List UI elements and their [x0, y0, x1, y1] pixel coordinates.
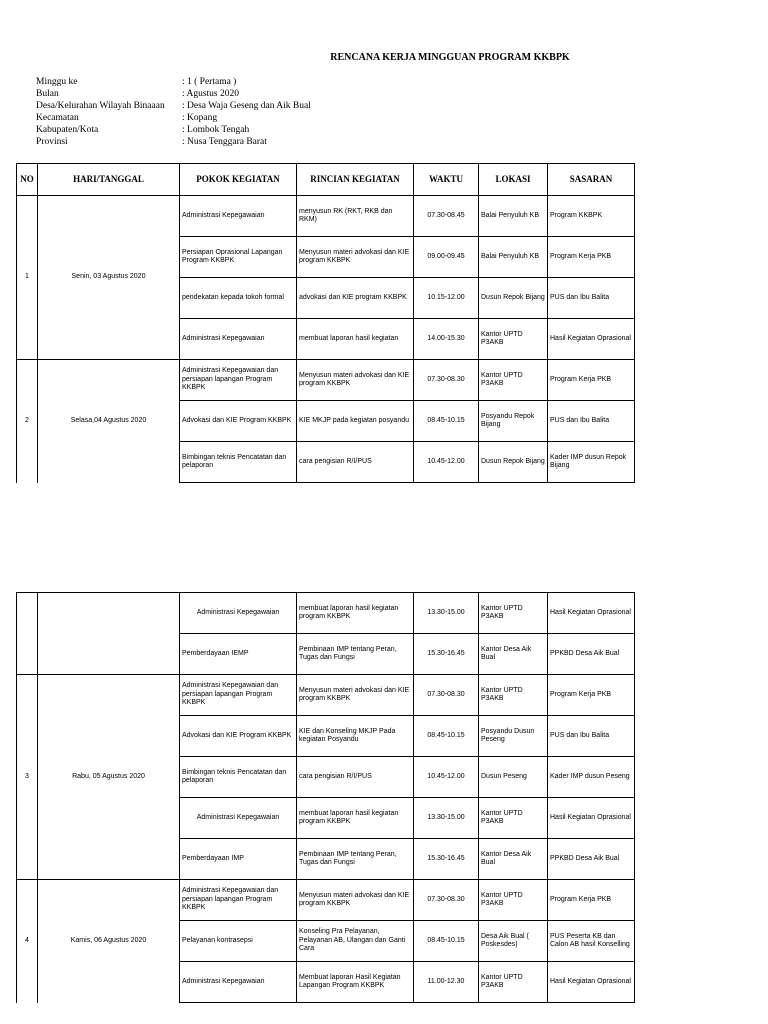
lokasi-cell: Kantor UPTD P3AKB [479, 319, 548, 360]
rincian-cell: Membuat laporan Hasil Kegiatan Lapangan Program KKBPK [297, 962, 414, 1003]
schedule-table-continued [16, 592, 635, 1003]
lokasi-cell: Balai Penyuluh KB [479, 196, 548, 237]
row-number: 3 [17, 675, 38, 880]
page-title: RENCANA KERJA MINGGUAN PROGRAM KKBPK [330, 52, 570, 63]
rincian-cell: Pembinaan IMP tentang Peran, Tugas dan Fungsi [297, 634, 414, 675]
info-row [36, 112, 311, 124]
table-row [17, 360, 635, 401]
row-number-empty [17, 593, 38, 675]
row-number: 4 [17, 880, 38, 1003]
header-pokok-kegiatan: POKOK KEGIATAN [180, 164, 297, 196]
waktu-cell: 07.30-08.30 [414, 675, 479, 716]
lokasi-cell: Kantor UPTD P3AKB [479, 962, 548, 1003]
info-block [36, 76, 311, 148]
rincian-cell: membuat laporan hasil kegiatan program KKBPK [297, 593, 414, 634]
sasaran-cell: PUS dan Ibu Balita [548, 716, 635, 757]
pokok-cell: Advokasi dan KIE Program KKBPK [180, 401, 297, 442]
info-row [36, 100, 311, 112]
info-value: : Nusa Tenggara Barat [182, 137, 267, 147]
lokasi-cell: Desa Aik Bual ( Poskesdes) [479, 921, 548, 962]
schedule-table [16, 163, 635, 483]
pokok-cell: Administrasi Kepegawaian [180, 319, 297, 360]
rincian-cell: KIE dan Konseling MKJP Pada kegiatan Posyandu [297, 716, 414, 757]
info-value: : Kopang [182, 113, 218, 123]
info-row [36, 76, 311, 88]
lokasi-cell: Kantor Desa Aik Bual [479, 839, 548, 880]
pokok-cell: Administrasi Kepegawaian dan persiapan lapangan Program KKBPK [180, 880, 297, 921]
pokok-cell: Administrasi Kepegawaian dan persiapan lapangan Program KKBPK [180, 360, 297, 401]
lokasi-cell: Dusun Peseng [479, 757, 548, 798]
row-date: Senin, 03 Agustus 2020 [38, 196, 180, 360]
sasaran-cell: Hasil Kegiatan Oprasional [548, 319, 635, 360]
rincian-cell: cara pengisian R/I/PUS [297, 442, 414, 483]
pokok-cell: pendekatan kepada tokoh formal [180, 278, 297, 319]
info-row [36, 136, 311, 148]
header-no: NO [17, 164, 38, 196]
sasaran-cell: Program Kerja PKB [548, 880, 635, 921]
lokasi-cell: Dusun Repok Bijang [479, 278, 548, 319]
pokok-cell: Administrasi Kepegawaian [180, 798, 297, 839]
header-waktu: WAKTU [414, 164, 479, 196]
info-label: Bulan [36, 89, 59, 99]
row-date-empty [38, 593, 180, 675]
lokasi-cell: Kantor Desa Aik Bual [479, 634, 548, 675]
rincian-cell: Menyusun materi advokasi dan KIE program KKBPK [297, 675, 414, 716]
header-hari-tanggal: HARI/TANGGAL [38, 164, 180, 196]
waktu-cell: 15.30-16.45 [414, 634, 479, 675]
row-date: Rabu, 05 Agustus 2020 [38, 675, 180, 880]
waktu-cell: 08.45-10.15 [414, 401, 479, 442]
lokasi-cell: Kantor UPTD P3AKB [479, 593, 548, 634]
lokasi-cell: Kantor UPTD P3AKB [479, 798, 548, 839]
rincian-cell: membuat laporan hasil kegiatan [297, 319, 414, 360]
header-rincian-kegiatan: RINCIAN KEGIATAN [297, 164, 414, 196]
info-value: : 1 ( Pertama ) [182, 77, 237, 87]
sasaran-cell: Program KKBPK [548, 196, 635, 237]
pokok-cell: Administrasi Kepegawaian [180, 962, 297, 1003]
rincian-cell: KIE MKJP pada kegiatan posyandu [297, 401, 414, 442]
lokasi-cell: Dusun Repok Bijang [479, 442, 548, 483]
sasaran-cell: PUS dan Ibu Balita [548, 401, 635, 442]
rincian-cell: menyusun RK (RKT, RKB dan RKM) [297, 196, 414, 237]
rincian-cell: Menyusun materi advokasi dan KIE program KKBPK [297, 880, 414, 921]
waktu-cell: 13.30-15.00 [414, 798, 479, 839]
pokok-cell: Persiapan Oprasional Lapangan Program KKBPK [180, 237, 297, 278]
rincian-cell: Konseling Pra Pelayanan, Pelayanan AB, Ulangan dan Ganti Cara [297, 921, 414, 962]
info-label: Minggu ke [36, 77, 78, 87]
rincian-cell: membuat laporan hasil kegiatan program KKBPK [297, 798, 414, 839]
table-row [17, 196, 635, 237]
sasaran-cell: Kader IMP dusun Repok Bijang [548, 442, 635, 483]
lokasi-cell: Kantor UPTD P3AKB [479, 880, 548, 921]
pokok-cell: Advokasi dan KIE Program KKBPK [180, 716, 297, 757]
sasaran-cell: Program Kerja PKB [548, 237, 635, 278]
lokasi-cell: Kantor UPTD P3AKB [479, 675, 548, 716]
table-row [17, 675, 635, 716]
info-value: : Desa Waja Geseng dan Aik Bual [182, 101, 311, 111]
row-number: 2 [17, 360, 38, 483]
sasaran-cell: Kader IMP dusun Peseng [548, 757, 635, 798]
info-row [36, 124, 311, 136]
waktu-cell: 07.30-08.45 [414, 196, 479, 237]
row-date: Kamis, 06 Agustus 2020 [38, 880, 180, 1003]
info-label: Desa/Kelurahan Wilayah Binaaan [36, 101, 165, 111]
waktu-cell: 15.30-16.45 [414, 839, 479, 880]
waktu-cell: 07.30-08.30 [414, 880, 479, 921]
sasaran-cell: PUS Peserta KB dan Calon AB hasil Konselling [548, 921, 635, 962]
waktu-cell: 07.30-08.30 [414, 360, 479, 401]
sasaran-cell: PPKBD Desa Aik Bual [548, 634, 635, 675]
rincian-cell: Pembinaan IMP tentang Peran, Tugas dan Fungsi [297, 839, 414, 880]
waktu-cell: 08.45-10.15 [414, 921, 479, 962]
lokasi-cell: Balai Penyuluh KB [479, 237, 548, 278]
pokok-cell: Administrasi Kepegawaian [180, 196, 297, 237]
waktu-cell: 14.00-15.30 [414, 319, 479, 360]
info-row [36, 88, 311, 100]
sasaran-cell: Hasil Kegiatan Oprasional [548, 962, 635, 1003]
rincian-cell: Menyusun materi advokasi dan KIE program KKBPK [297, 237, 414, 278]
lokasi-cell: Kantor UPTD P3AKB [479, 360, 548, 401]
header-sasaran: SASARAN [548, 164, 635, 196]
table-row [17, 593, 635, 634]
waktu-cell: 08.45-10.15 [414, 716, 479, 757]
sasaran-cell: PUS dan Ibu Balita [548, 278, 635, 319]
rincian-cell: advokasi dan KIE program KKBPK [297, 278, 414, 319]
header-lokasi: LOKASI [479, 164, 548, 196]
lokasi-cell: Posyandu Repok Bijang [479, 401, 548, 442]
sasaran-cell: Hasil Kegiatan Oprasional [548, 798, 635, 839]
pokok-cell: Bimbingan teknis Pencatatan dan pelaporan [180, 757, 297, 798]
sasaran-cell: Hasil Kegiatan Oprasional [548, 593, 635, 634]
waktu-cell: 13.30-15.00 [414, 593, 479, 634]
row-number: 1 [17, 196, 38, 360]
waktu-cell: 10.15-12.00 [414, 278, 479, 319]
pokok-cell: Pelayanan kontrasepsi [180, 921, 297, 962]
rincian-cell: cara pengisian R/I/PUS [297, 757, 414, 798]
pokok-cell: Pemberdayaan IMP [180, 839, 297, 880]
rincian-cell: Menyusun materi advokasi dan KIE program KKBPK [297, 360, 414, 401]
pokok-cell: Pemberdayaan IEMP [180, 634, 297, 675]
lokasi-cell: Posyandu Dusun Peseng [479, 716, 548, 757]
table-row [17, 880, 635, 921]
waktu-cell: 09.00-09.45 [414, 237, 479, 278]
info-value: : Agustus 2020 [182, 89, 240, 99]
waktu-cell: 10.45-12.00 [414, 757, 479, 798]
waktu-cell: 11.00-12.30 [414, 962, 479, 1003]
info-label: Kecamatan [36, 113, 79, 123]
pokok-cell: Administrasi Kepegawaian dan persiapan lapangan Program KKBPK [180, 675, 297, 716]
sasaran-cell: Program Kerja PKB [548, 360, 635, 401]
sasaran-cell: PPKBD Desa Aik Bual [548, 839, 635, 880]
info-value: : Lombok Tengah [182, 125, 250, 135]
table-header-row [17, 164, 635, 196]
sasaran-cell: Program Kerja PKB [548, 675, 635, 716]
pokok-cell: Bimbingan teknis Pencatatan dan pelaporan [180, 442, 297, 483]
waktu-cell: 10.45-12.00 [414, 442, 479, 483]
row-date: Selasa,04 Agustus 2020 [38, 360, 180, 483]
info-label: Kabupaten/Kota [36, 125, 99, 135]
pokok-cell: Administrasi Kepegawaian [180, 593, 297, 634]
info-label: Provinsi [36, 137, 68, 147]
